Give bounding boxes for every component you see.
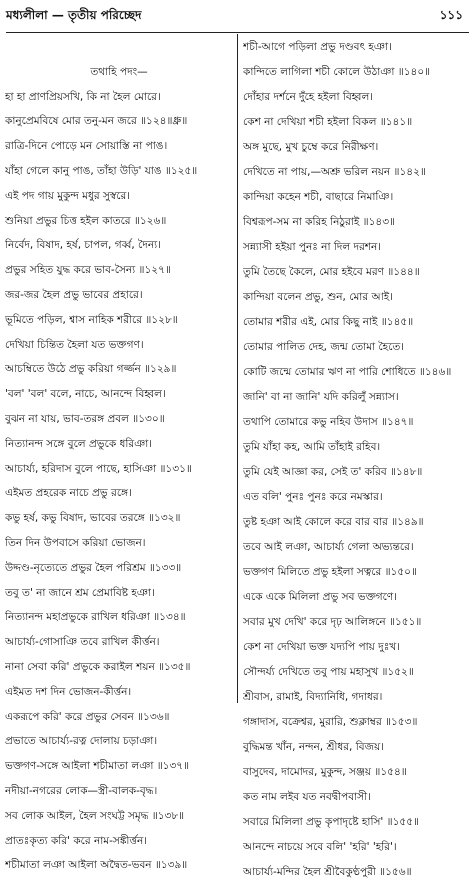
left-verse-line: প্রভুর সহিত যুদ্ধ করে ভাব-সৈন্য ॥১২৭॥ (5, 264, 171, 277)
left-verse-line (5, 35, 233, 60)
page-header (6, 2, 469, 33)
left-verse-line: শচীমাতা লঞা আইলা অদ্বৈত-ভবন ॥১৩৯॥ (5, 859, 188, 872)
right-verse-line: তোমার পালিত দেহ, জন্ম তোমা হৈতে। (243, 341, 405, 353)
right-verse-line: কত নাম লইব যত নবদ্বীপবাসী। (243, 791, 371, 803)
right-verse-line: তুষ্ট হঞা আই কোলে করে বার বার ॥১৪৯॥ (243, 516, 424, 528)
right-verse-line: তবে আই লঞা, আচার্য্য গেলা অভ্যন্তরে। (243, 541, 414, 553)
left-verse-line: একরূপে করি' করে প্রভুর সেবন ॥১৩৬॥ (5, 710, 170, 723)
right-verse-line: জানি' বা না জানি' যদি করিলুঁ সন্ন্যাস। (243, 391, 399, 403)
right-verse-line: কোটি জন্মে তোমার ঋণ না পারি শোধিতে ॥১৪৬॥ (243, 366, 452, 378)
right-verse-line: বিশ্বরূপ-সম না করিহ নিঠুরাই ॥১৪৩॥ (243, 216, 395, 228)
left-verse-line: এইমত প্রহরেক নাচে প্রভু রঙ্গে। (5, 487, 132, 500)
left-verse-line: দেখিয়া চিন্তিত হৈলা যত ভক্তগণ। (5, 338, 144, 351)
right-verse-line: আনন্দে নাচয়ে সবে বলি' 'হরি' 'হরি'। (243, 841, 397, 853)
right-verse-line: সবারে মিলিলা প্রভু কৃপাদৃষ্টে হাসি' ॥১৫৫॥ (243, 816, 419, 828)
left-verse-line: 'বল' 'বল' বলে, নাচে, আনন্দে বিহ্বল। (5, 388, 166, 401)
right-verse-line: আচার্য্য-মন্দির হৈল শ্রীবৈকুণ্ঠপুরী ॥১৫৬॥ (243, 866, 412, 878)
left-verse-line: আচম্বিতে উঠে প্রভু করিয়া গর্জ্জন ॥১২৯॥ (5, 363, 177, 376)
left-verse-line: হা হা প্রাণপ্রিয়সখি, কি না হৈল মোরে। (5, 90, 161, 103)
left-column (5, 35, 233, 878)
left-verse-line: ভক্তগণ-সঙ্গে আইলা শচীমাতা লঞা ॥১৩৭॥ (5, 760, 190, 773)
left-verse-line: আচার্য্য-গোসাঞি তবে রাখিল কীর্ত্তন। (5, 636, 160, 649)
right-verse-line: কান্দিয়া বলেন প্রভু, শুন, মোর আই। (243, 291, 393, 303)
left-verse-line: যাঁহা গেলে কানু পাঙ, তাঁহা উড়ি' যাঙ ॥১২৫॥ (5, 164, 198, 177)
right-verse-line: সন্ন্যাসী হইয়া পুনঃ না দিল দরশন। (243, 241, 382, 253)
left-verse-line: শুনিয়া প্রভুর চিত্ত হইল কাতরে ॥১২৬॥ (5, 214, 167, 227)
left-verse-line: নিত্যানন্দ সঙ্গে বুলে প্রভুকে ধরিঞা। (5, 437, 153, 450)
left-verse-line: জর-জর হৈল প্রভু ভাবের প্রহারে। (5, 288, 143, 301)
left-verse-line: এই পদ গায় মুকুন্দ মধুর সুস্বরে। (5, 189, 131, 202)
right-verse-line: কান্দিয়া কহেন শচী, বাছারে নিমাঞি। (243, 191, 394, 203)
left-verse-line: তথাহি পদং— (90, 65, 148, 78)
left-verse-line: নিত্যানন্দ মহাপ্রভুকে রাখিল ধরিঞা ॥১৩৪॥ (5, 611, 186, 624)
right-verse-line: কেশ না দেখিয়া শচী হইলা বিকল ॥১৪১॥ (243, 116, 413, 128)
left-verse-line: কানুপ্রেমবিষে মোর তনু-মন জরে ॥১২৪॥ধ্রু॥ (5, 115, 188, 128)
right-verse-line: তুমি যাঁহা কহ, আমি তাঁহাই রহিব। (243, 441, 381, 453)
right-verse-line: বাসুদেব, দামোদর, মুকুন্দ, সঞ্জয় ॥১৫৪॥ (243, 766, 407, 778)
left-verse-line: প্রাতঃকৃত্য করি' করে নাম-সঙ্কীর্ত্তন। (5, 834, 147, 847)
left-verse-line: সব লোক আইল, হৈল সংঘট্ট সমৃদ্ধ ॥১৩৮॥ (5, 809, 185, 822)
left-verse-line: ভূমিতে পড়িল, শ্বাস নাহিক শরীরে ॥১২৮॥ (5, 313, 178, 326)
left-verse-line: নদীয়া-নগরের লোক—স্ত্রী-বালক-বৃদ্ধ। (5, 784, 158, 797)
right-verse-line: সৌন্দর্য্য দেখিতে তবু পায় মহাসুখ ॥১৫২॥ (243, 666, 414, 678)
right-column (243, 35, 469, 885)
right-verse-line: দোঁহার দর্শনে দুঁহে হইলা বিহ্বল। (243, 91, 374, 103)
right-verse-line: তুমি তৈছে কৈলে, মোর হইবে মরণ ॥১৪৪॥ (243, 266, 420, 278)
right-verse-line: তোমার শরীর এই, মোর কিছু নাই ॥১৪৫॥ (243, 316, 414, 328)
left-verse-line: রাত্রি-দিনে পোড়ে মন সোয়াস্তি না পাঙ। (5, 140, 168, 153)
left-verse-line: কভু হর্ষ, কভু বিষাদ, ভাবের তরঙ্গে ॥১৩২॥ (5, 512, 181, 525)
left-verse-line: এইমত দশ দিন ভোজন-কীর্ত্তন। (5, 685, 132, 698)
right-verse-line: শ্রীবাস, রামাই, বিদ্যানিধি, গদাধর। (243, 691, 383, 703)
page-number: ১১১ (439, 8, 463, 22)
column-divider (237, 34, 238, 703)
left-verse-line: নানা সেবা করি' প্রভুকে করাইল শয়ন ॥১৩৫॥ (5, 660, 191, 673)
left-verse-line: তবু ত' না জানে শ্রম প্রেমাবিষ্ট হঞা। (5, 586, 155, 599)
left-verse-line: প্রভাতে আচার্য্য-রত্ন দোলায় চড়াঞা। (5, 735, 158, 748)
left-verse-line: আচার্য্য, হরিদাস বুলে পাছে, হাসিঞা ॥১৩১॥ (5, 462, 192, 475)
page-title: মধ্যলীলা — তৃতীয় পরিচ্ছেদ (6, 8, 142, 22)
left-verse-line: বুঝন না যায়, ভাব-তরঙ্গ প্রবল ॥১৩০॥ (5, 412, 165, 425)
right-verse-line: একে একে মিলিলা প্রভু সব ভক্তগণে। (243, 591, 397, 603)
right-verse-line: ভক্তগণ মিলিতে প্রভু হইলা সত্বরে ॥১৫০॥ (243, 566, 417, 578)
right-verse-line: বুদ্ধিমন্ত খাঁন, নন্দন, শ্রীধর, বিজয়। (243, 741, 384, 753)
left-verse-line: উদ্দণ্ড-নৃত্যেতে প্রভুর হৈল পরিশ্রম ॥১৩৩॥ (5, 561, 182, 574)
right-verse-line: তথাপি তোমারে কভু নহিব উদাস ॥১৪৭॥ (243, 416, 414, 428)
right-verse-line: অঙ্গ মুছে, মুখ চুম্বে করে নিরীক্ষণ। (243, 141, 379, 153)
left-verse-line: নির্বেদ, বিষাদ, হর্ষ, চাপল, গর্ব্ব, দৈন্য। (5, 239, 161, 252)
right-verse-line: শচী-আগে পড়িলা প্রভু দণ্ডবৎ হঞা। (243, 41, 392, 53)
right-verse-line: তুমি যেই আজ্ঞা কর, সেই ত' করিব ॥১৪৮॥ (243, 466, 423, 478)
right-verse-line: এত বলি' পুনঃ পুনঃ করে নমস্কার। (243, 491, 383, 503)
right-verse-line: দেখিতে না পায়,—অশ্রু ভরিল নয়ন ॥১৪২॥ (243, 166, 426, 178)
right-verse-line: কান্দিতে লাগিলা শচী কোলে উঠাঞা ॥১৪০॥ (243, 66, 431, 78)
left-verse-line: তিন দিন উপবাসে করিয়া ভোজন। (5, 536, 146, 549)
right-verse-line: গঙ্গাদাস, বক্রেশ্বর, মুরারি, শুক্লাম্বর ॥১৫৩॥ (243, 716, 418, 728)
right-verse-line: কেশ না দেখিয়া ভক্ত যদ্যপি পায় দুঃখ। (243, 641, 400, 653)
right-verse-line: সবার মুখ দেখি' করে দৃঢ় আলিঙ্গনে ॥১৫১॥ (243, 616, 422, 628)
